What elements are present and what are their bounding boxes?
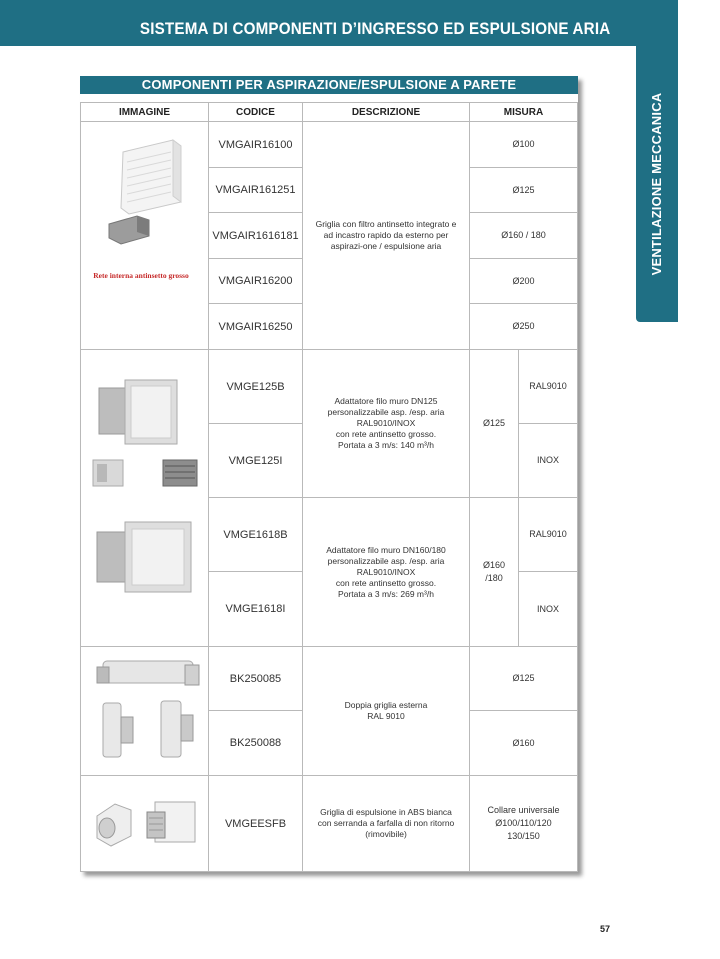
section-side-tab	[636, 46, 706, 322]
product-code: VMGAIR161251	[208, 167, 303, 213]
exhaust-grille-image	[81, 776, 208, 871]
mesh-caption: Rete interna antinsetto grosso	[93, 271, 189, 280]
double-grille-image	[81, 647, 208, 775]
page-title: SISTEMA DI COMPONENTI D’INGRESSO ED ESPULSIONE ARIA	[139, 20, 610, 38]
product-description: Adattatore filo muro DN160/180 personalizzabile asp. /esp. aria RAL9010/INOX con rete antinsetto grosso. Portata a 3 m/s: 269 m³/h	[302, 497, 470, 647]
product-finish: INOX	[518, 571, 578, 647]
product-finish: RAL9010	[518, 497, 578, 572]
product-code: BK250085	[208, 646, 303, 711]
components-table	[80, 76, 578, 872]
product-image-cell	[80, 775, 209, 872]
column-header-size: MISURA	[469, 102, 578, 122]
product-size: Ø125	[469, 646, 578, 711]
wall-adapters-image	[81, 350, 208, 646]
product-code: VMGAIR16250	[208, 303, 303, 350]
product-code: VMGAIR16100	[208, 121, 303, 168]
product-code: VMGAIR1616181	[208, 212, 303, 259]
product-code: VMGE125B	[208, 349, 303, 424]
product-code: VMGE125I	[208, 423, 303, 498]
product-description: Doppia griglia esterna RAL 9010	[302, 646, 470, 776]
product-finish: RAL9010	[518, 349, 578, 424]
product-finish: INOX	[518, 423, 578, 498]
product-description: Griglia di espulsione in ABS bianca con serranda a farfalla di non ritorno (rimovibile)	[302, 775, 470, 872]
product-description: Griglia con filtro antinsetto integrato e ad incastro rapido da esterno per aspirazi-one / espulsione aria	[302, 121, 470, 350]
page-number: 57	[600, 924, 611, 934]
product-image-cell	[80, 349, 209, 647]
product-code: BK250088	[208, 710, 303, 776]
column-header-code: CODICE	[208, 102, 303, 122]
product-size: Ø100	[469, 121, 578, 168]
product-size: Ø125	[469, 349, 519, 498]
product-size: Ø160	[469, 710, 578, 776]
product-size: Collare universale Ø100/110/120 130/150	[469, 775, 578, 872]
product-size: Ø125	[469, 167, 578, 213]
product-code: VMGE1618B	[208, 497, 303, 572]
column-header-description: DESCRIZIONE	[302, 102, 470, 122]
table-title: COMPONENTI PER ASPIRAZIONE/ESPULSIONE A PARETE	[80, 76, 578, 94]
product-size: Ø250	[469, 303, 578, 350]
product-description: Adattatore filo muro DN125 personalizzabile asp. /esp. aria RAL9010/INOX con rete antinsetto grosso. Portata a 3 m/s: 140 m³/h	[302, 349, 470, 498]
product-image-cell	[80, 121, 209, 350]
product-image-cell	[80, 646, 209, 776]
column-header-image: IMMAGINE	[80, 102, 209, 122]
product-size: Ø200	[469, 258, 578, 304]
product-size: Ø160 / 180	[469, 212, 578, 259]
product-code: VMGEESFB	[208, 775, 303, 872]
section-side-tab-label: VENTILAZIONE MECCANICA CONTROLLATA	[649, 92, 706, 276]
product-code: VMGE1618I	[208, 571, 303, 647]
product-size: Ø160 /180	[469, 497, 519, 647]
product-code: VMGAIR16200	[208, 258, 303, 304]
